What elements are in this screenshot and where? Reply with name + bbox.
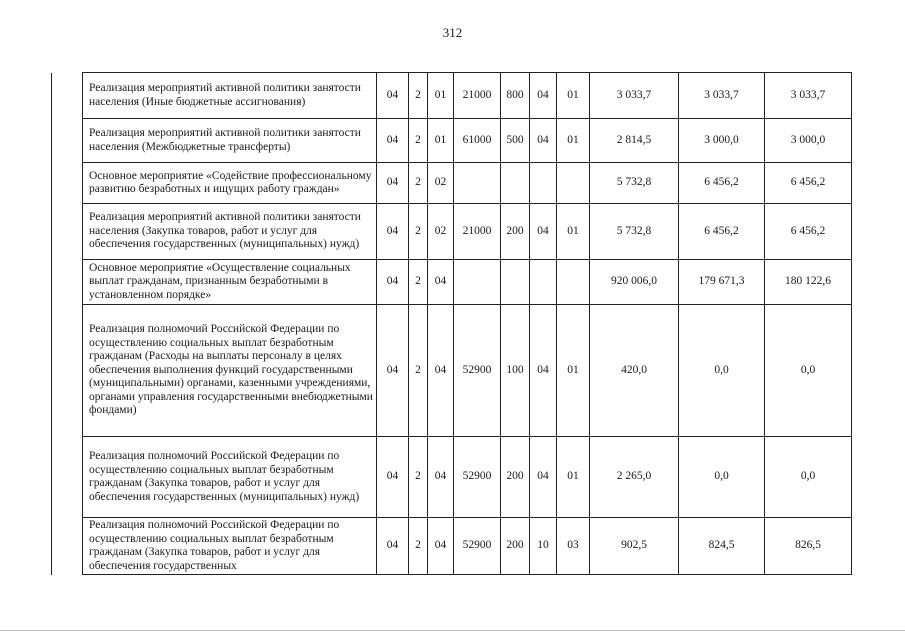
table-row (52, 305, 852, 437)
row-name-cell: Реализация мероприятий активной политики занятости населения (Закупка товаров, работ и услуг для обеспечения государственных (муниципальных) нужд) (83, 204, 377, 260)
code-cell: 01 (557, 73, 590, 119)
table-row (52, 260, 852, 305)
row-spacer-cell (52, 260, 83, 305)
code-cell: 02 (428, 204, 454, 260)
row-name-cell: Реализация полномочий Российской Федерации по осуществлению социальных выплат безработным гражданам (Закупка товаров, работ и услуг для обеспечения государственных (муниципальных) нужд) (83, 437, 377, 518)
code-cell: 2 (409, 518, 428, 575)
code-cell: 200 (501, 518, 530, 575)
code-cell: 2 (409, 119, 428, 163)
amount-cell: 0,0 (679, 305, 765, 437)
table-row (52, 119, 852, 163)
amount-cell: 0,0 (765, 305, 852, 437)
amount-cell: 6 456,2 (765, 163, 852, 204)
code-cell: 200 (501, 204, 530, 260)
code-cell: 04 (377, 437, 409, 518)
table-row (52, 73, 852, 119)
code-cell: 04 (377, 305, 409, 437)
row-spacer-cell (52, 437, 83, 518)
code-cell: 04 (530, 437, 557, 518)
code-cell: 21000 (454, 73, 501, 119)
code-cell: 03 (557, 518, 590, 575)
row-name-cell: Реализация полномочий Российской Федерации по осуществлению социальных выплат безработным гражданам (Закупка товаров, работ и услуг для обеспечения государственных (83, 518, 377, 575)
code-cell: 2 (409, 305, 428, 437)
code-cell: 2 (409, 437, 428, 518)
code-cell: 01 (557, 204, 590, 260)
code-cell: 01 (557, 119, 590, 163)
amount-cell: 3 033,7 (590, 73, 679, 119)
table-row (52, 518, 852, 575)
code-cell: 04 (377, 119, 409, 163)
code-cell: 02 (428, 163, 454, 204)
code-cell: 04 (377, 73, 409, 119)
table-body (52, 73, 852, 575)
code-cell: 04 (530, 119, 557, 163)
code-cell (501, 163, 530, 204)
code-cell: 52900 (454, 305, 501, 437)
page-number: 312 (442, 25, 463, 40)
table-row (52, 437, 852, 518)
budget-table (51, 72, 852, 575)
row-spacer-cell (52, 305, 83, 437)
scan-edge-line (0, 630, 905, 631)
row-name-cell: Основное мероприятие «Осуществление социальных выплат гражданам, признанным безработными в установленном порядке» (83, 260, 377, 305)
code-cell: 2 (409, 260, 428, 305)
amount-cell: 902,5 (590, 518, 679, 575)
code-cell: 04 (428, 260, 454, 305)
code-cell: 52900 (454, 518, 501, 575)
amount-cell: 3 000,0 (679, 119, 765, 163)
table-row (52, 163, 852, 204)
code-cell: 01 (428, 73, 454, 119)
code-cell: 01 (557, 437, 590, 518)
amount-cell: 3 000,0 (765, 119, 852, 163)
amount-cell: 2 265,0 (590, 437, 679, 518)
amount-cell: 2 814,5 (590, 119, 679, 163)
amount-cell: 824,5 (679, 518, 765, 575)
row-spacer-cell (52, 163, 83, 204)
amount-cell: 3 033,7 (679, 73, 765, 119)
amount-cell: 5 732,8 (590, 204, 679, 260)
code-cell (530, 260, 557, 305)
amount-cell: 180 122,6 (765, 260, 852, 305)
code-cell: 52900 (454, 437, 501, 518)
code-cell (557, 163, 590, 204)
code-cell: 2 (409, 163, 428, 204)
amount-cell: 0,0 (679, 437, 765, 518)
code-cell: 21000 (454, 204, 501, 260)
amount-cell: 3 033,7 (765, 73, 852, 119)
code-cell (501, 260, 530, 305)
code-cell: 100 (501, 305, 530, 437)
row-spacer-cell (52, 119, 83, 163)
row-spacer-cell (52, 204, 83, 260)
code-cell: 04 (377, 518, 409, 575)
code-cell: 01 (557, 305, 590, 437)
row-name-cell: Реализация мероприятий активной политики занятости населения (Межбюджетные трансферты) (83, 119, 377, 163)
amount-cell: 420,0 (590, 305, 679, 437)
code-cell: 800 (501, 73, 530, 119)
code-cell (454, 163, 501, 204)
code-cell: 500 (501, 119, 530, 163)
code-cell: 61000 (454, 119, 501, 163)
row-name-cell: Реализация мероприятий активной политики занятости населения (Иные бюджетные ассигнования) (83, 73, 377, 119)
code-cell: 01 (428, 119, 454, 163)
code-cell: 04 (428, 437, 454, 518)
code-cell: 04 (530, 305, 557, 437)
code-cell: 10 (530, 518, 557, 575)
amount-cell: 6 456,2 (765, 204, 852, 260)
amount-cell: 0,0 (765, 437, 852, 518)
code-cell: 04 (377, 163, 409, 204)
code-cell (454, 260, 501, 305)
amount-cell: 920 006,0 (590, 260, 679, 305)
code-cell: 04 (530, 73, 557, 119)
amount-cell: 5 732,8 (590, 163, 679, 204)
code-cell: 2 (409, 204, 428, 260)
code-cell: 04 (428, 518, 454, 575)
amount-cell: 6 456,2 (679, 163, 765, 204)
row-name-cell: Основное мероприятие «Содействие профессиональному развитию безработных и ищущих работу граждан» (83, 163, 377, 204)
amount-cell: 179 671,3 (679, 260, 765, 305)
budget-table-container (51, 72, 852, 575)
row-name-cell: Реализация полномочий Российской Федерации по осуществлению социальных выплат безработным гражданам (Расходы на выплаты персоналу в целях обеспечения выполнения функций государственными (муниципальными) органами, казенными учреждениями, органами управления государственными внебюджетными фондами) (83, 305, 377, 437)
code-cell: 200 (501, 437, 530, 518)
row-spacer-cell (52, 518, 83, 575)
code-cell (530, 163, 557, 204)
table-row (52, 204, 852, 260)
row-spacer-cell (52, 73, 83, 119)
code-cell: 04 (377, 204, 409, 260)
code-cell: 04 (428, 305, 454, 437)
code-cell: 04 (530, 204, 557, 260)
amount-cell: 826,5 (765, 518, 852, 575)
code-cell (557, 260, 590, 305)
code-cell: 2 (409, 73, 428, 119)
amount-cell: 6 456,2 (679, 204, 765, 260)
code-cell: 04 (377, 260, 409, 305)
